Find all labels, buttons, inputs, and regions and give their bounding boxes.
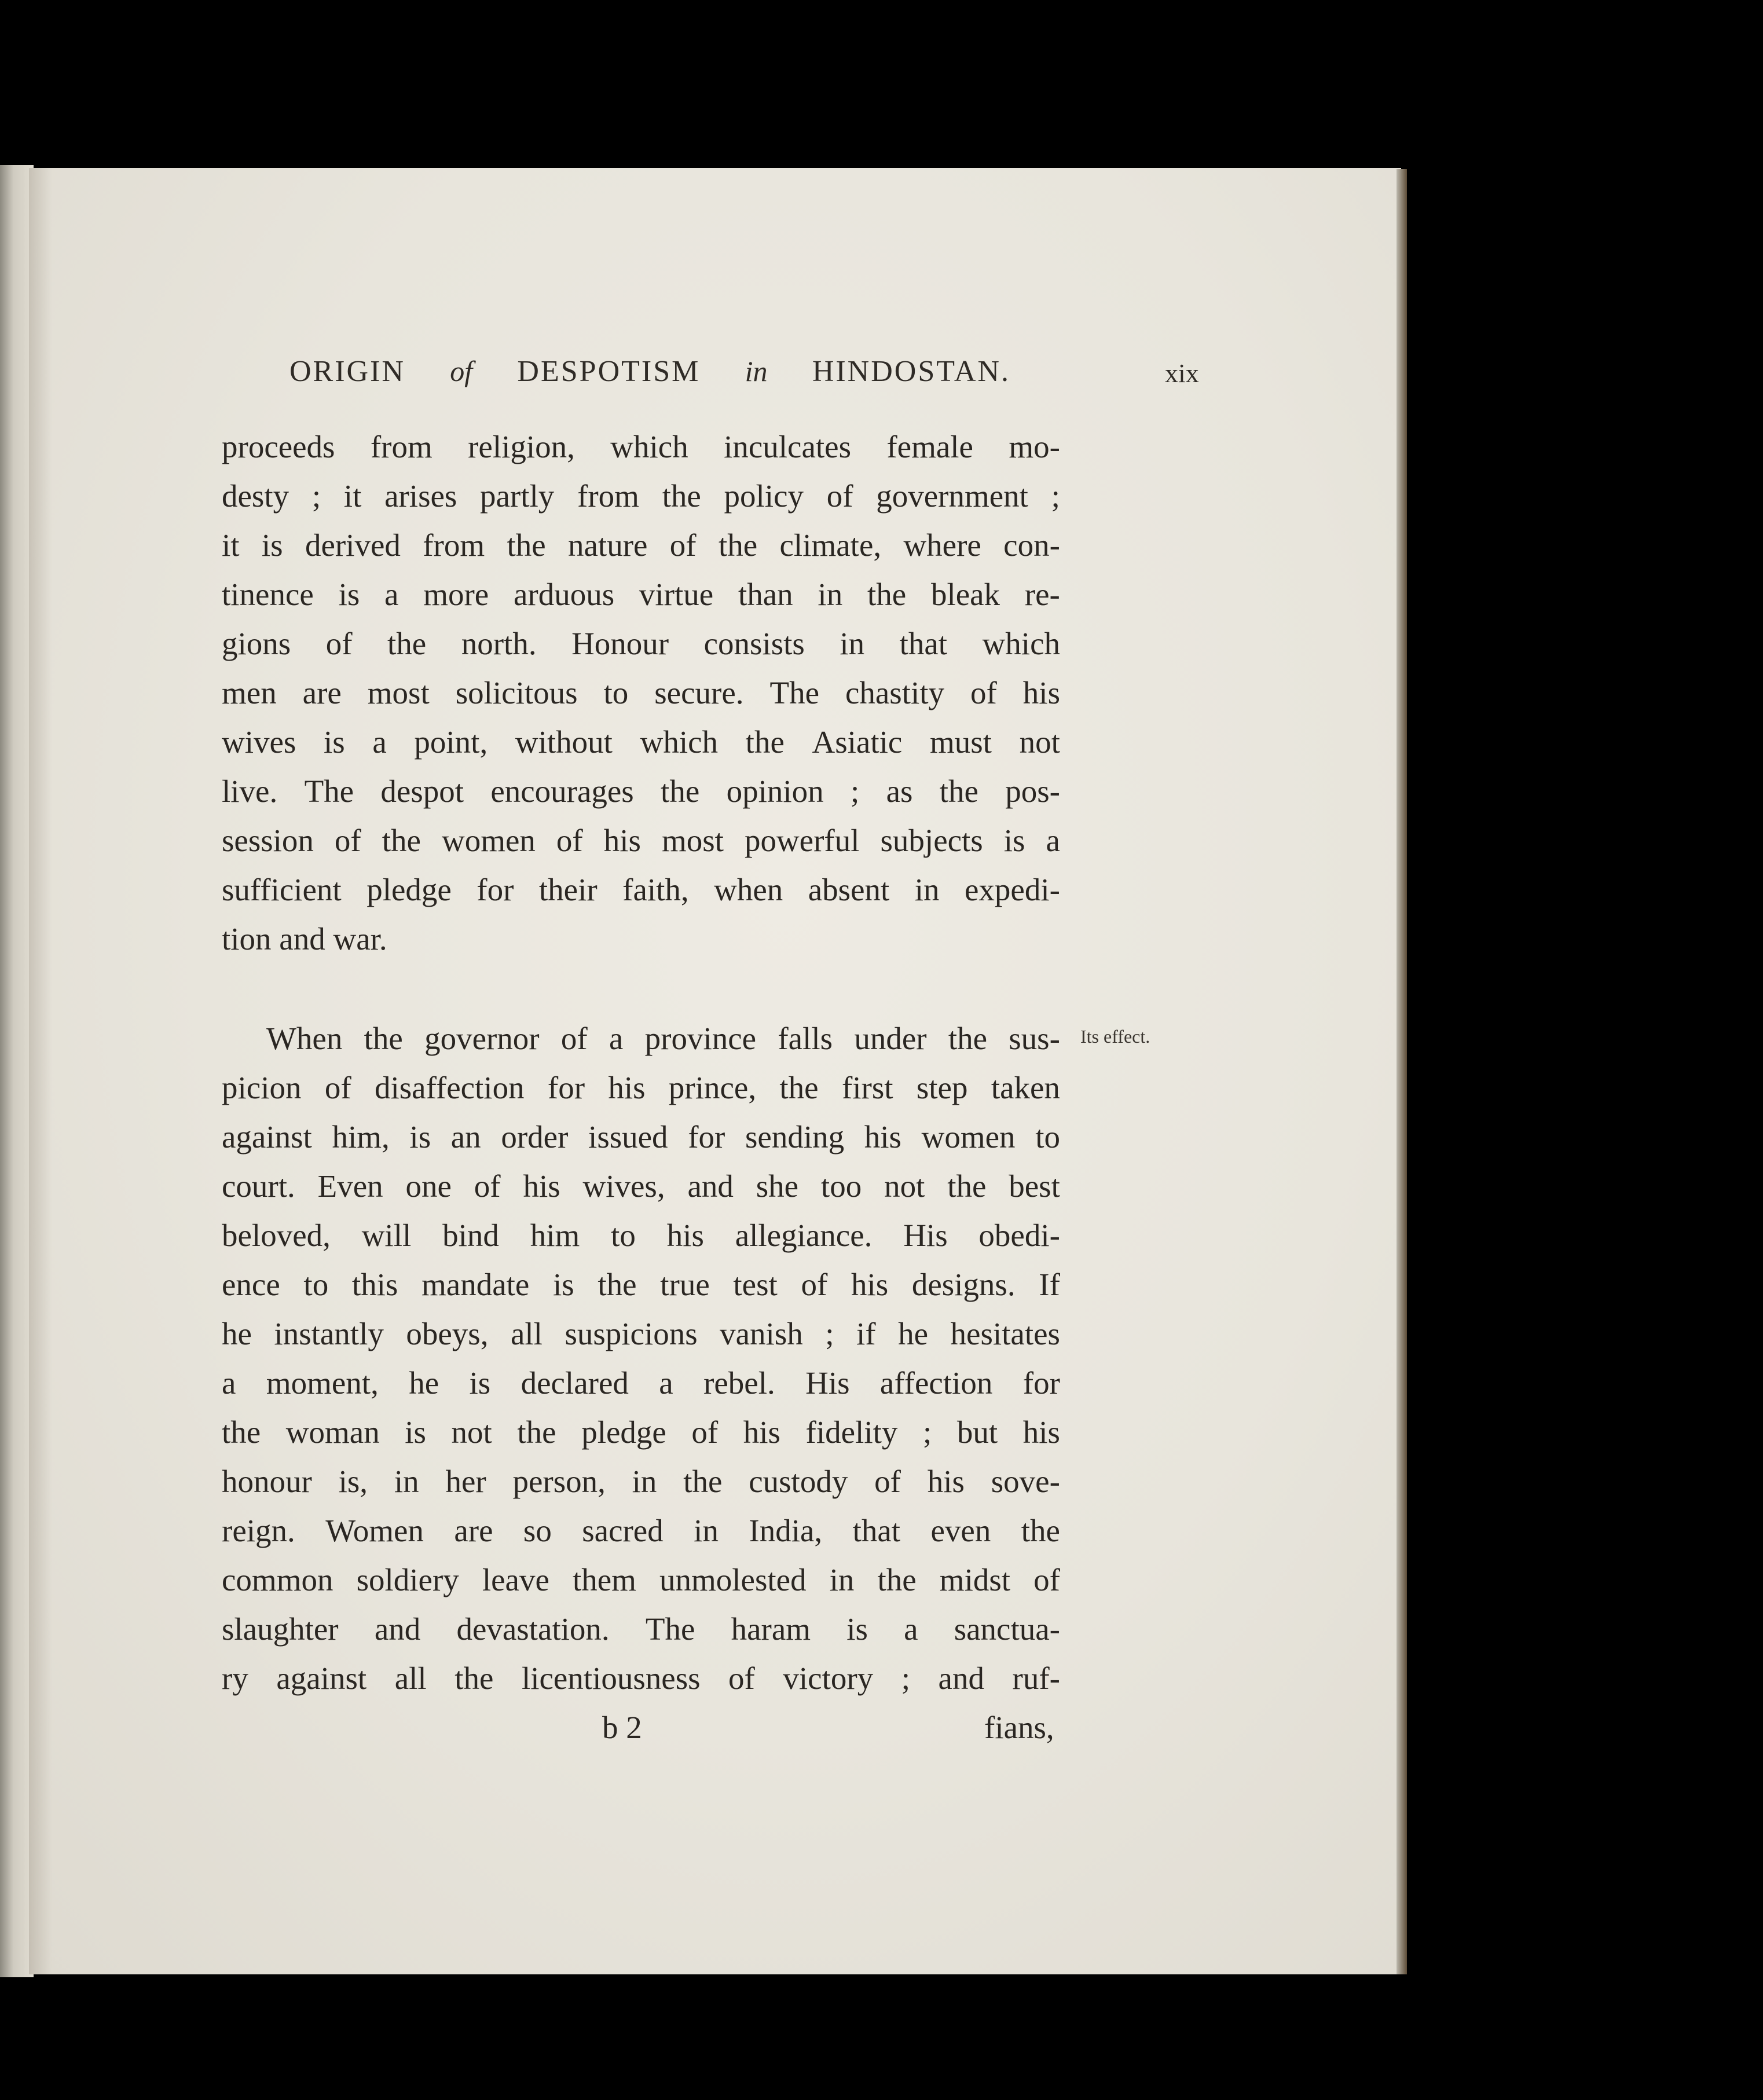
gutter-shadow [29, 168, 52, 1974]
text-line: proceeds from religion, which inculcates female mo- [222, 429, 1060, 464]
text-line: court. Even one of his wives, and she too not the best [222, 1168, 1060, 1204]
text-line: reign. Women are so sacred in India, that even the [222, 1513, 1060, 1548]
text-line: men are most solicitous to secure. The chastity of his [222, 675, 1060, 710]
marginal-note: Its effect. [1080, 1026, 1150, 1047]
text-line: wives is a point, without which the Asiatic must not [222, 724, 1060, 760]
text-line: ry against all the licentiousness of victory ; and ruf- [222, 1661, 1060, 1696]
text-line: slaughter and devastation. The haram is a sanctua- [222, 1611, 1060, 1647]
text-line: desty ; it arises partly from the policy of government ; [222, 478, 1060, 514]
text-line: tinence is a more arduous virtue than in the bleak re- [222, 577, 1060, 612]
text-line: he instantly obeys, all suspicions vanish ; if he hesitates [222, 1316, 1060, 1351]
text-line: it is derived from the nature of the climate, where con- [222, 527, 1060, 563]
text-line: honour is, in her person, in the custody of his sove- [222, 1464, 1060, 1499]
running-head-hindostan: HINDOSTAN. [812, 355, 1010, 388]
text-line: beloved, will bind him to his allegiance. His obedi- [222, 1218, 1060, 1253]
page-number: xix [1165, 358, 1199, 388]
text-line: a moment, he is declared a rebel. His affection for [222, 1365, 1060, 1401]
running-head-despotism: DESPOTISM [517, 355, 701, 388]
text-line: gions of the north. Honour consists in that which [222, 626, 1060, 661]
text-line: live. The despot encourages the opinion ; as the pos- [222, 774, 1060, 809]
page-right-edge [1397, 169, 1407, 1974]
text-line: tion and war. [222, 921, 387, 956]
text-line: against him, is an order issued for sending his women to [222, 1119, 1060, 1155]
running-head-of: of [450, 355, 473, 387]
text-line: common soldiery leave them unmolested in the midst of [222, 1562, 1060, 1597]
running-head [289, 354, 1010, 389]
text-line: ence to this mandate is the true test of his designs. If [222, 1267, 1060, 1302]
catchword: fians, [984, 1710, 1054, 1745]
text-line: session of the women of his most powerful subjects is a [222, 823, 1060, 858]
text-line: sufficient pledge for their faith, when absent in expedi- [222, 872, 1060, 907]
signature-mark: b 2 [602, 1710, 642, 1745]
text-line: picion of disaffection for his prince, the first step taken [222, 1070, 1060, 1105]
text-line: When the governor of a province falls under the sus- [266, 1021, 1060, 1056]
running-head-origin: ORIGIN [289, 355, 405, 388]
text-line: the woman is not the pledge of his fidelity ; but his [222, 1414, 1060, 1450]
running-head-in: in [745, 355, 768, 387]
